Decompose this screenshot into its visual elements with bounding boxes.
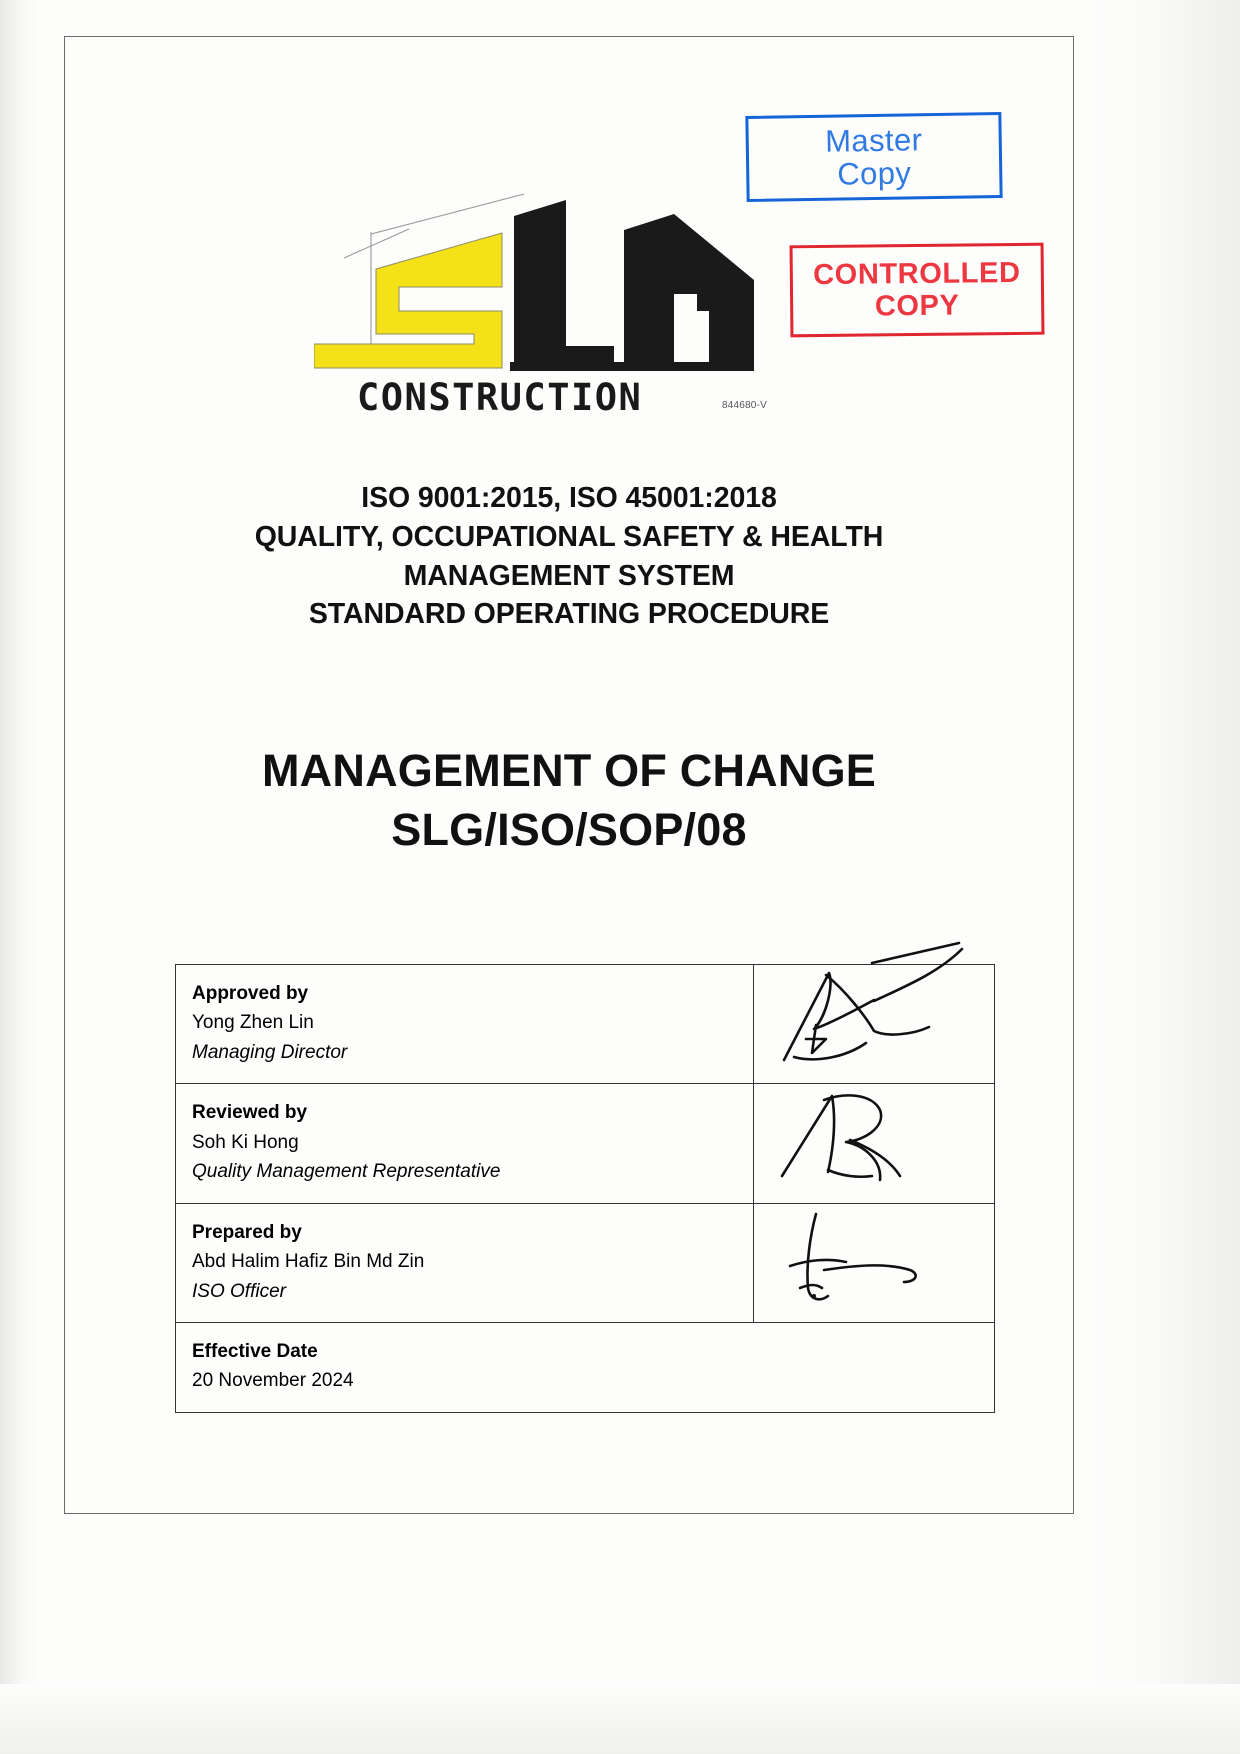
signature-box	[754, 965, 994, 1067]
controlled-copy-stamp-line1: CONTROLLED	[812, 256, 1021, 291]
table-row	[176, 1203, 995, 1322]
master-copy-stamp	[745, 112, 1002, 202]
document-title-block	[64, 741, 1074, 860]
controlled-copy-stamp	[790, 243, 1045, 338]
row-person-position: ISO Officer	[192, 1280, 286, 1302]
signature-box	[754, 1084, 994, 1186]
reviewed-by-cell	[176, 1084, 754, 1203]
row-role-label: Effective Date	[192, 1340, 318, 1362]
standards-heading-line-3: MANAGEMENT SYSTEM	[403, 559, 735, 592]
table-row	[176, 1322, 995, 1412]
prepared-by-cell	[176, 1203, 754, 1322]
row-role-label: Approved by	[192, 983, 309, 1004]
standards-heading-line-1: ISO 9001:2015, ISO 45001:2018	[361, 482, 777, 514]
reviewed-by-signature-cell	[754, 1084, 995, 1203]
row-person-position: Managing Director	[192, 1041, 348, 1063]
approved-by-signature-cell	[754, 965, 995, 1084]
standards-heading-line-4: STANDARD OPERATING PROCEDURE	[308, 598, 830, 631]
scan-edge-shadow-left	[0, 0, 38, 1754]
logo-registration-number: 844680-V	[722, 400, 767, 411]
page-title: MANAGEMENT OF CHANGE	[262, 745, 876, 796]
effective-date-cell	[176, 1322, 995, 1412]
scan-edge-shadow-bottom	[0, 1684, 1240, 1754]
logo-wordmark: CONSTRUCTION	[357, 376, 643, 419]
signature-box	[754, 1204, 994, 1306]
row-person-name: Soh Ki Hong	[192, 1131, 299, 1153]
table-row	[176, 965, 995, 1084]
document-content	[64, 36, 1074, 1514]
row-role-label: Prepared by	[192, 1221, 302, 1243]
row-person-name: Yong Zhen Lin	[192, 1012, 314, 1034]
approval-signature-table	[175, 964, 995, 1413]
scan-edge-shadow-right	[1090, 0, 1240, 1754]
document-code: SLG/ISO/SOP/08	[391, 804, 747, 856]
row-person-name: 20 November 2024	[192, 1370, 354, 1392]
controlled-copy-stamp-line2: COPY	[874, 289, 960, 323]
handwritten-signature-icon	[754, 1204, 994, 1312]
row-role-label: Reviewed by	[192, 1102, 308, 1124]
prepared-by-signature-cell	[754, 1203, 995, 1322]
row-person-position: Quality Management Representative	[192, 1161, 501, 1183]
master-copy-stamp-line1: Master	[824, 121, 923, 159]
standards-heading-line-2: QUALITY, OCCUPATIONAL SAFETY & HEALTH	[254, 520, 884, 553]
handwritten-signature-icon	[754, 965, 994, 1073]
master-copy-stamp-line2: Copy	[837, 155, 912, 192]
approved-by-cell	[176, 965, 754, 1084]
standards-heading-block	[64, 479, 1074, 634]
table-row	[176, 1084, 995, 1203]
handwritten-signature-icon	[754, 1084, 994, 1192]
row-person-name: Abd Halim Hafiz Bin Md Zin	[192, 1251, 425, 1273]
